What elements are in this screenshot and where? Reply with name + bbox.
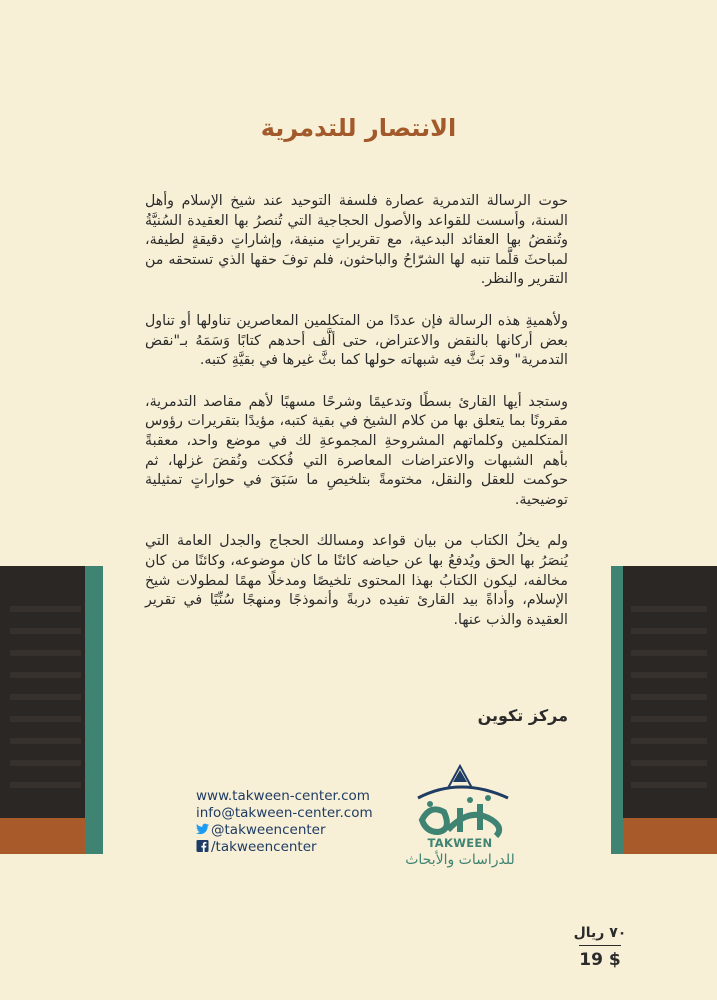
left-teal-strip (85, 566, 103, 854)
twitter-handle-text: @takweencenter (211, 822, 326, 838)
price-block (570, 925, 630, 970)
facebook-handle[interactable] (196, 839, 373, 856)
right-rust-strip (623, 818, 717, 854)
right-band-texture (631, 606, 707, 804)
publisher-signature: مركز تكوين (477, 706, 568, 725)
right-teal-strip (611, 566, 623, 854)
website-link[interactable]: www.takween-center.com (196, 788, 370, 804)
blurb (145, 192, 568, 652)
left-band-texture (10, 606, 81, 804)
right-decorative-band (611, 566, 717, 854)
facebook-icon (196, 840, 209, 852)
email-link[interactable]: info@takween-center.com (196, 805, 373, 821)
contact-block (196, 788, 373, 856)
twitter-icon (196, 823, 209, 835)
left-decorative-band (0, 566, 103, 854)
logo-subtitle: للدراسات والأبحاث (405, 852, 515, 868)
logo-english-name: TAKWEEN (427, 836, 493, 850)
book-title: الانتصار للتدمرية (260, 114, 457, 142)
blurb-paragraph: وستجد أيها القارئ بسطًا وتدعيمًا وشرحًا مسهبًا لأهم مقاصد التدمرية، مقرونًا بما يتعلق بها من كلام الشيخ في بقية كتبه، مؤيدًا بتقريرات رؤوس المتكلمين وكلماتهم المشروحةِ المجموعةِ لك في موضع واحد، معقبةً بأهم الشبهات والاعتراضات المعاصرة التي فُككت ونُقضَ غزلها، ثم حوكمت للعقل والنقل، مختومةً بتلخيصِ ما سَبَقَ في حواراتٍ تمثيلية توضيحية. (145, 393, 568, 508)
blurb-paragraph: ولأهميةِ هذه الرسالة فإن عددًا من المتكلمين المعاصرين تناولها أو تناول بعض أركانها بالنقض والاعتراض، حتى ألَّف أحدهم كتابًا وَسَمَهُ بـ"نقض التدمرية" وقد بَثَّ فيه شبهاته حولها كما بثَّ غيرها في بقيَّةِ كتبه. (145, 312, 568, 369)
blurb-paragraph: ولم يخلُ الكتاب من بيان قواعد ومسالك الحجاج والجدل العامة التي يُنصَرُ بها الحق ويُدفعُ بها عن حياضه كائنًا ما كان موضوعه، وكائنًا من كان مخالفه، ليكون الكتابُ بهذا المحتوى تلخيصًا ومدخلًا مهمًا لمطولات شيخ الإسلام، وأداةً بيد القارئ تفيده دربةً وأنموذجًا ومنهجًا سُنِّيًا في تقرير العقيدة والذب عنها. (145, 533, 568, 628)
left-rust-strip (0, 818, 85, 854)
price-usd: 19 $ (579, 950, 621, 970)
blurb-paragraph: حوت الرسالة التدمرية عصارة فلسفة التوحيد عند شيخ الإسلام وأهل السنة، وأسست للقواعد والأصول الحجاجية التي تُنصرُ بها العقيدة السُنيَّةُ وتُنقضُ بها العقائد البدعية، مع تقريراتٍ منيفة، وإشاراتٍ دقيقةٍ لطيفة، لمباحثَ قلَّما تنبه لها الشرّاحُ والباحثون، فلم توفَ حقها الذي تستحقه من التقرير والنظر. (145, 193, 568, 288)
facebook-handle-text: /takweencenter (211, 839, 317, 855)
price-divider (579, 945, 621, 946)
twitter-handle[interactable] (196, 822, 373, 839)
price-sar: ٧٠ ريال (573, 925, 627, 941)
